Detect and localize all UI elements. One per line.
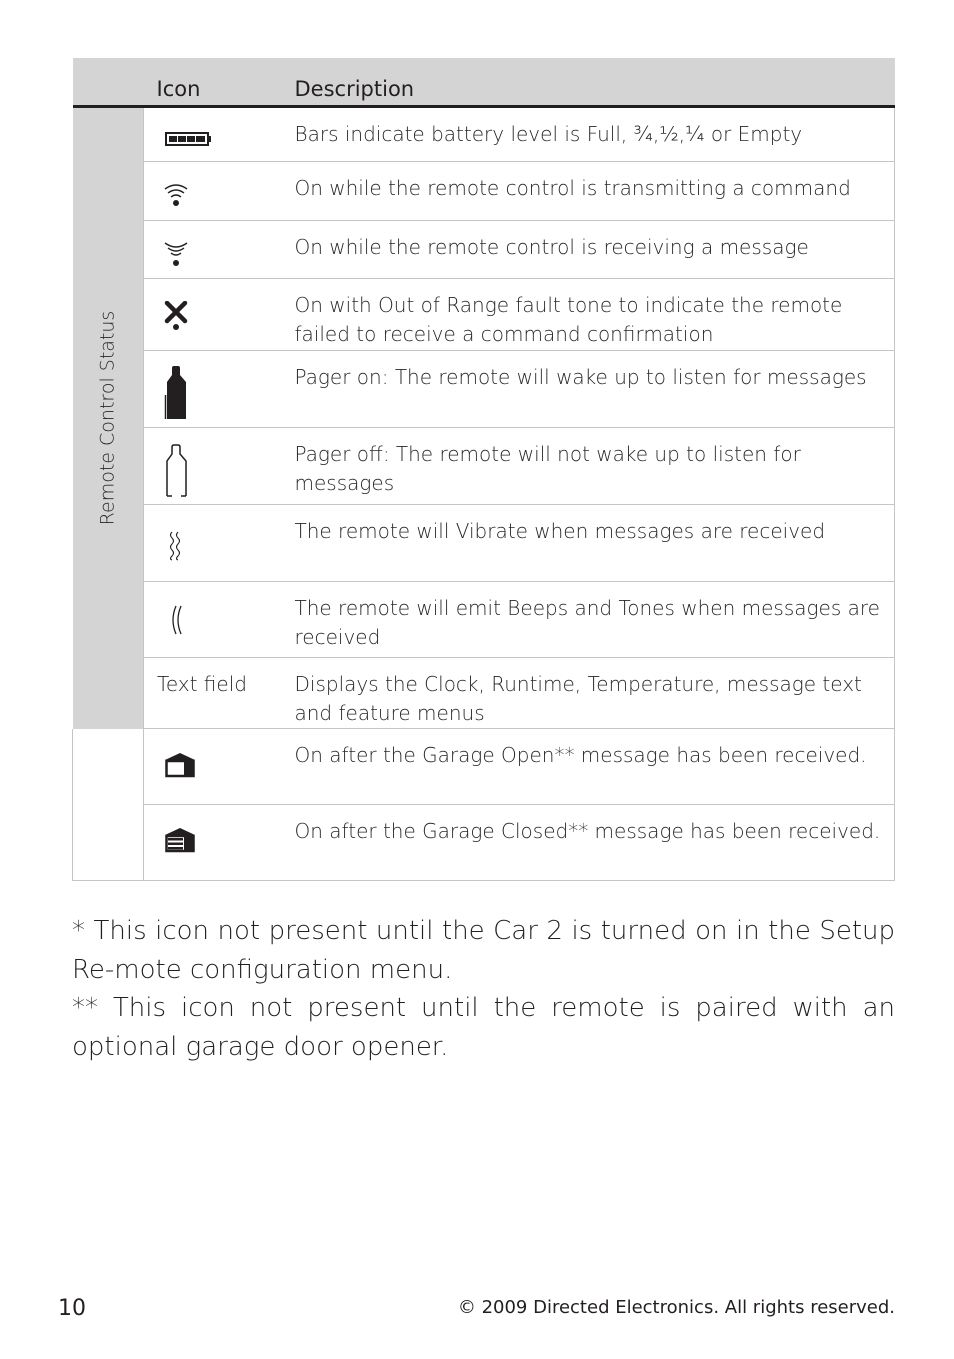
row-description: Pager on: The remote will wake up to listen for messages — [295, 351, 895, 428]
text-field-label: Text field — [144, 658, 295, 729]
row-description: The remote will Vibrate when messages are received — [295, 505, 895, 582]
pager-on-icon — [164, 365, 190, 421]
garage-open-icon — [164, 752, 196, 778]
table-row — [73, 221, 895, 279]
table-row — [73, 805, 895, 881]
section-label-cell — [73, 107, 144, 729]
table-row — [73, 582, 895, 658]
footnotes — [72, 912, 895, 1066]
row-description: On after the Garage Open** message has been received. — [295, 729, 895, 805]
icon-cell — [144, 351, 295, 428]
table-row — [73, 107, 895, 162]
beep-icon — [170, 605, 186, 635]
row-description: Bars indicate battery level is Full, ¾,½,¼ or Empty — [295, 107, 895, 162]
section-spacer-cell — [73, 729, 144, 881]
icon-cell — [144, 162, 295, 221]
section-label: Remote Control Status — [96, 310, 119, 526]
receive-icon — [163, 241, 189, 267]
icon-cell — [144, 505, 295, 582]
icon-cell — [144, 729, 295, 805]
row-description: Displays the Clock, Runtime, Temperature, message text and feature menus — [295, 658, 895, 729]
footnote-double-asterisk: ** This icon not present until the remote is paired with an optional garage door opener. — [72, 993, 895, 1062]
row-description: The remote will emit Beeps and Tones when messages are received — [295, 582, 895, 658]
table-row — [73, 505, 895, 582]
icon-table-container — [72, 58, 895, 881]
vibrate-icon — [168, 531, 184, 561]
header-description: Description — [295, 58, 895, 107]
header-spacer — [73, 58, 144, 107]
footnote-single-asterisk: * This icon not present until the Car 2 is turned on in the Setup Re-mote configuration menu. — [72, 916, 895, 985]
row-description: Pager off: The remote will not wake up to listen for messages — [295, 428, 895, 505]
table-header-row — [73, 58, 895, 107]
table-row — [73, 351, 895, 428]
icon-cell — [144, 805, 295, 881]
row-description: On after the Garage Closed** message has been received. — [295, 805, 895, 881]
garage-closed-icon — [164, 827, 196, 853]
icon-cell — [144, 107, 295, 162]
table-row — [73, 428, 895, 505]
transmit-icon — [163, 183, 189, 207]
row-description: On while the remote control is transmitting a command — [295, 162, 895, 221]
copyright-notice: © 2009 Directed Electronics. All rights reserved. — [457, 1297, 895, 1318]
icon-cell — [144, 279, 295, 351]
icon-cell — [144, 428, 295, 505]
table-row — [73, 162, 895, 221]
table-row — [73, 729, 895, 805]
row-description: On while the remote control is receiving a message — [295, 221, 895, 279]
table-row — [73, 279, 895, 351]
page-number: 10 — [58, 1296, 86, 1321]
row-description: On with Out of Range fault tone to indicate the remote failed to receive a command confirmation — [295, 279, 895, 351]
battery-icon — [165, 132, 213, 146]
icon-table — [72, 58, 895, 881]
out-of-range-icon — [164, 301, 188, 331]
icon-cell — [144, 582, 295, 658]
table-row — [73, 658, 895, 729]
pager-off-icon — [164, 444, 190, 498]
header-icon: Icon — [144, 58, 295, 107]
icon-cell — [144, 221, 295, 279]
